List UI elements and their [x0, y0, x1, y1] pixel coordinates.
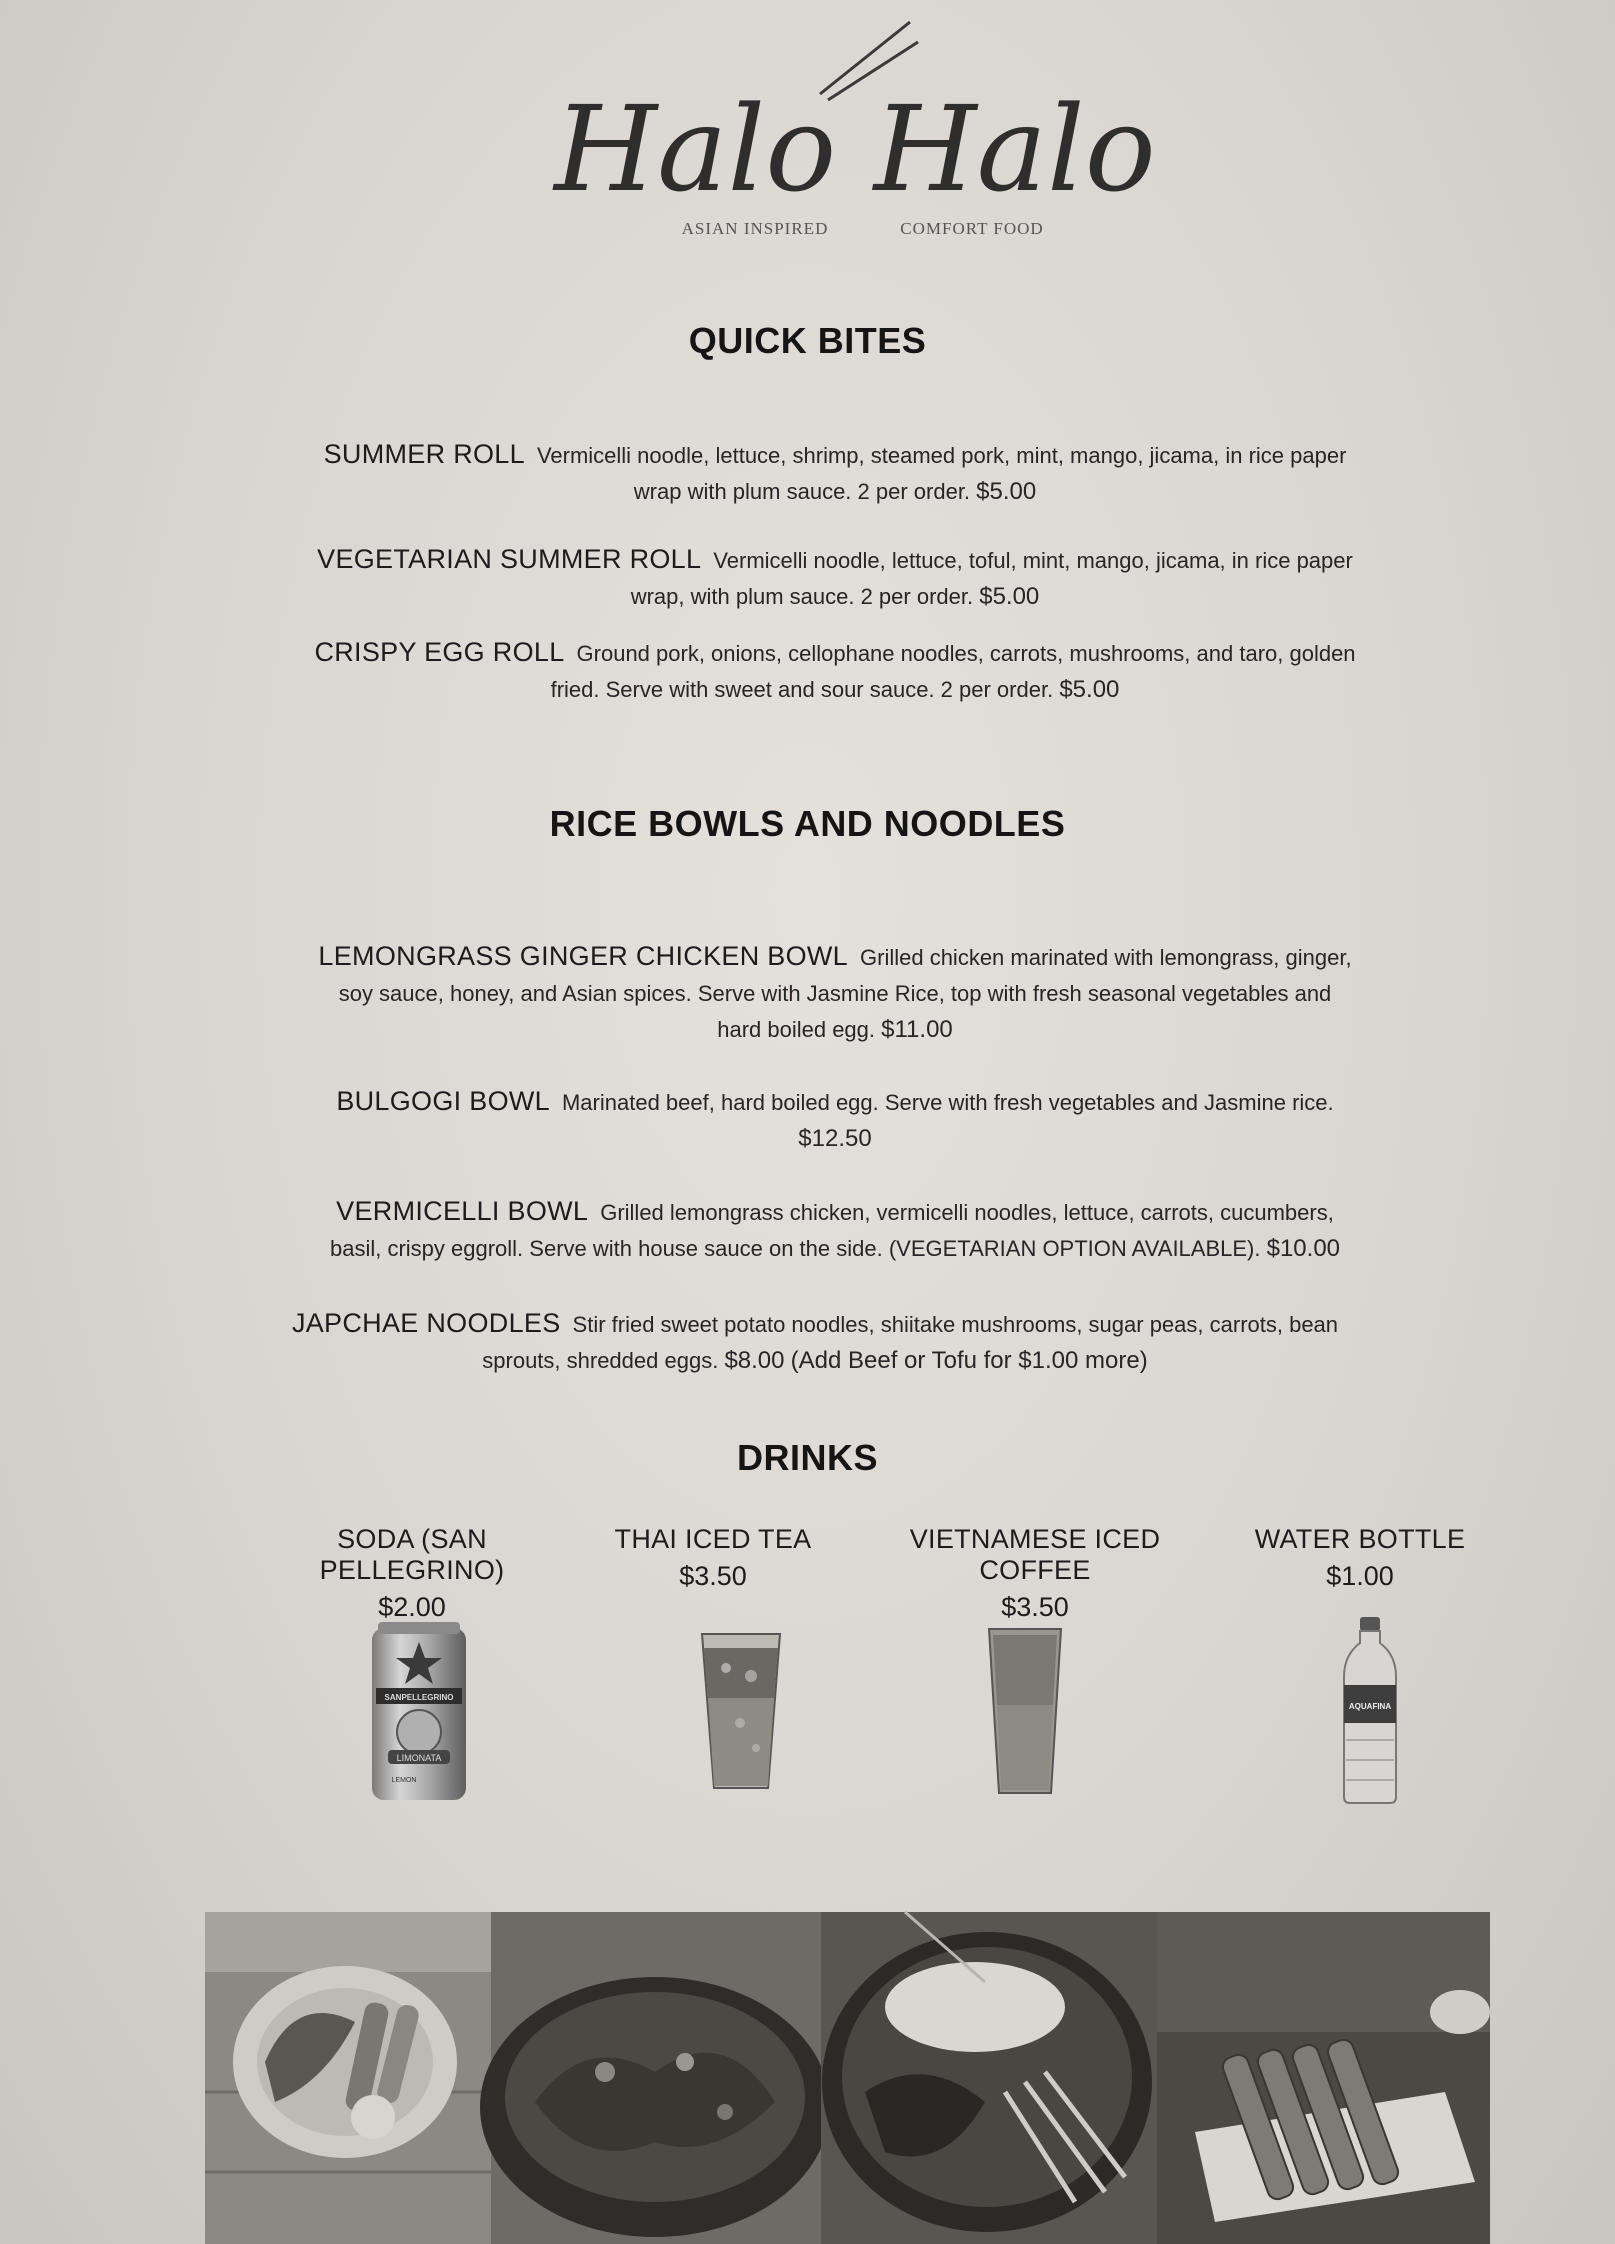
drink-water-bottle: WATER BOTTLE $1.00 — [1254, 1524, 1466, 1591]
svg-text:ASIAN INSPIRED: ASIAN INSPIRED — [681, 219, 829, 238]
vietnamese-iced-coffee-image — [985, 1625, 1065, 1800]
food-photo-strip — [205, 1912, 1490, 2244]
rice-bowls-heading: RICE BOWLS AND NOODLES — [549, 803, 1066, 844]
drinks-heading: DRINKS — [736, 1437, 878, 1478]
menu-item-bulgogi-bowl: BULGOGI BOWL Marinated beef, hard boiled egg. Serve with fresh vegetables and Jasmine rice. $12.50 — [336, 1086, 1334, 1152]
quick-bites-heading: QUICK BITES — [688, 320, 927, 361]
spring-roll-plate-photo — [205, 1912, 491, 2244]
halo-halo-logo — [554, 12, 1156, 252]
rice-bowl-photo — [821, 1912, 1157, 2244]
svg-text:AQUAFINA: AQUAFINA — [1348, 1702, 1392, 1711]
drink-vietnamese-iced-coffee: VIETNAMESE ICED COFFEE $3.50 — [909, 1524, 1161, 1622]
svg-text:LIMONATA: LIMONATA — [396, 1753, 442, 1763]
menu-item-vermicelli-bowl: VERMICELLI BOWL Grilled lemongrass chicken, vermicelli noodles, lettuce, carrots, cucumbers, basil, crispy eggroll. Serve with house sauce on the side. (VEGETARIAN OPTION AVAILABLE). $10.00 — [329, 1196, 1341, 1262]
drink-thai-iced-tea: THAI ICED TEA $3.50 — [614, 1524, 812, 1591]
menu-item-japchae-noodles: JAPCHAE NOODLES Stir fried sweet potato noodles, shiitake mushrooms, sugar peas, carrots, bean sprouts, shredded eggs. $8.00 (Add Beef or Tofu for $1.00 more) — [291, 1308, 1339, 1374]
water-bottle-image — [1340, 1615, 1400, 1805]
egg-roll-platter-photo — [1157, 1912, 1490, 2244]
thai-iced-tea-image — [696, 1628, 786, 1796]
drink-soda: SODA (SAN PELLEGRINO) $2.00 — [319, 1524, 505, 1622]
svg-text:Halo Halo: Halo Halo — [554, 80, 1156, 218]
svg-text:LEMON: LEMON — [391, 1777, 417, 1784]
soda-can-image — [364, 1620, 474, 1805]
menu-item-summer-roll: SUMMER ROLL Vermicelli noodle, lettuce, shrimp, steamed pork, mint, mango, jicama, in rice paper wrap with plum sauce. 2 per order. $5.00 — [323, 439, 1347, 505]
menu-item-vegetarian-summer-roll: VEGETARIAN SUMMER ROLL Vermicelli noodle, lettuce, toful, mint, mango, jicama, in rice paper wrap, with plum sauce. 2 per order. $5.00 — [317, 544, 1353, 610]
menu-item-crispy-egg-roll: CRISPY EGG ROLL Ground pork, onions, cellophane noodles, carrots, mushrooms, and taro, golden fried. Serve with sweet and sour sauce. 2 per order. $5.00 — [314, 637, 1356, 703]
noodle-bowl-photo — [480, 1912, 830, 2244]
svg-text:SANPELLEGRINO: SANPELLEGRINO — [384, 1693, 454, 1702]
svg-text:COMFORT FOOD: COMFORT FOOD — [900, 219, 1044, 238]
menu-item-lemongrass-ginger-chicken-bowl: LEMONGRASS GINGER CHICKEN BOWL Grilled chicken marinated with lemongrass, ginger, soy sauce, honey, and Asian spices. Serve with Jasmine Rice, top with fresh seasonal vegetables and hard boiled egg. $11.00 — [318, 941, 1352, 1043]
